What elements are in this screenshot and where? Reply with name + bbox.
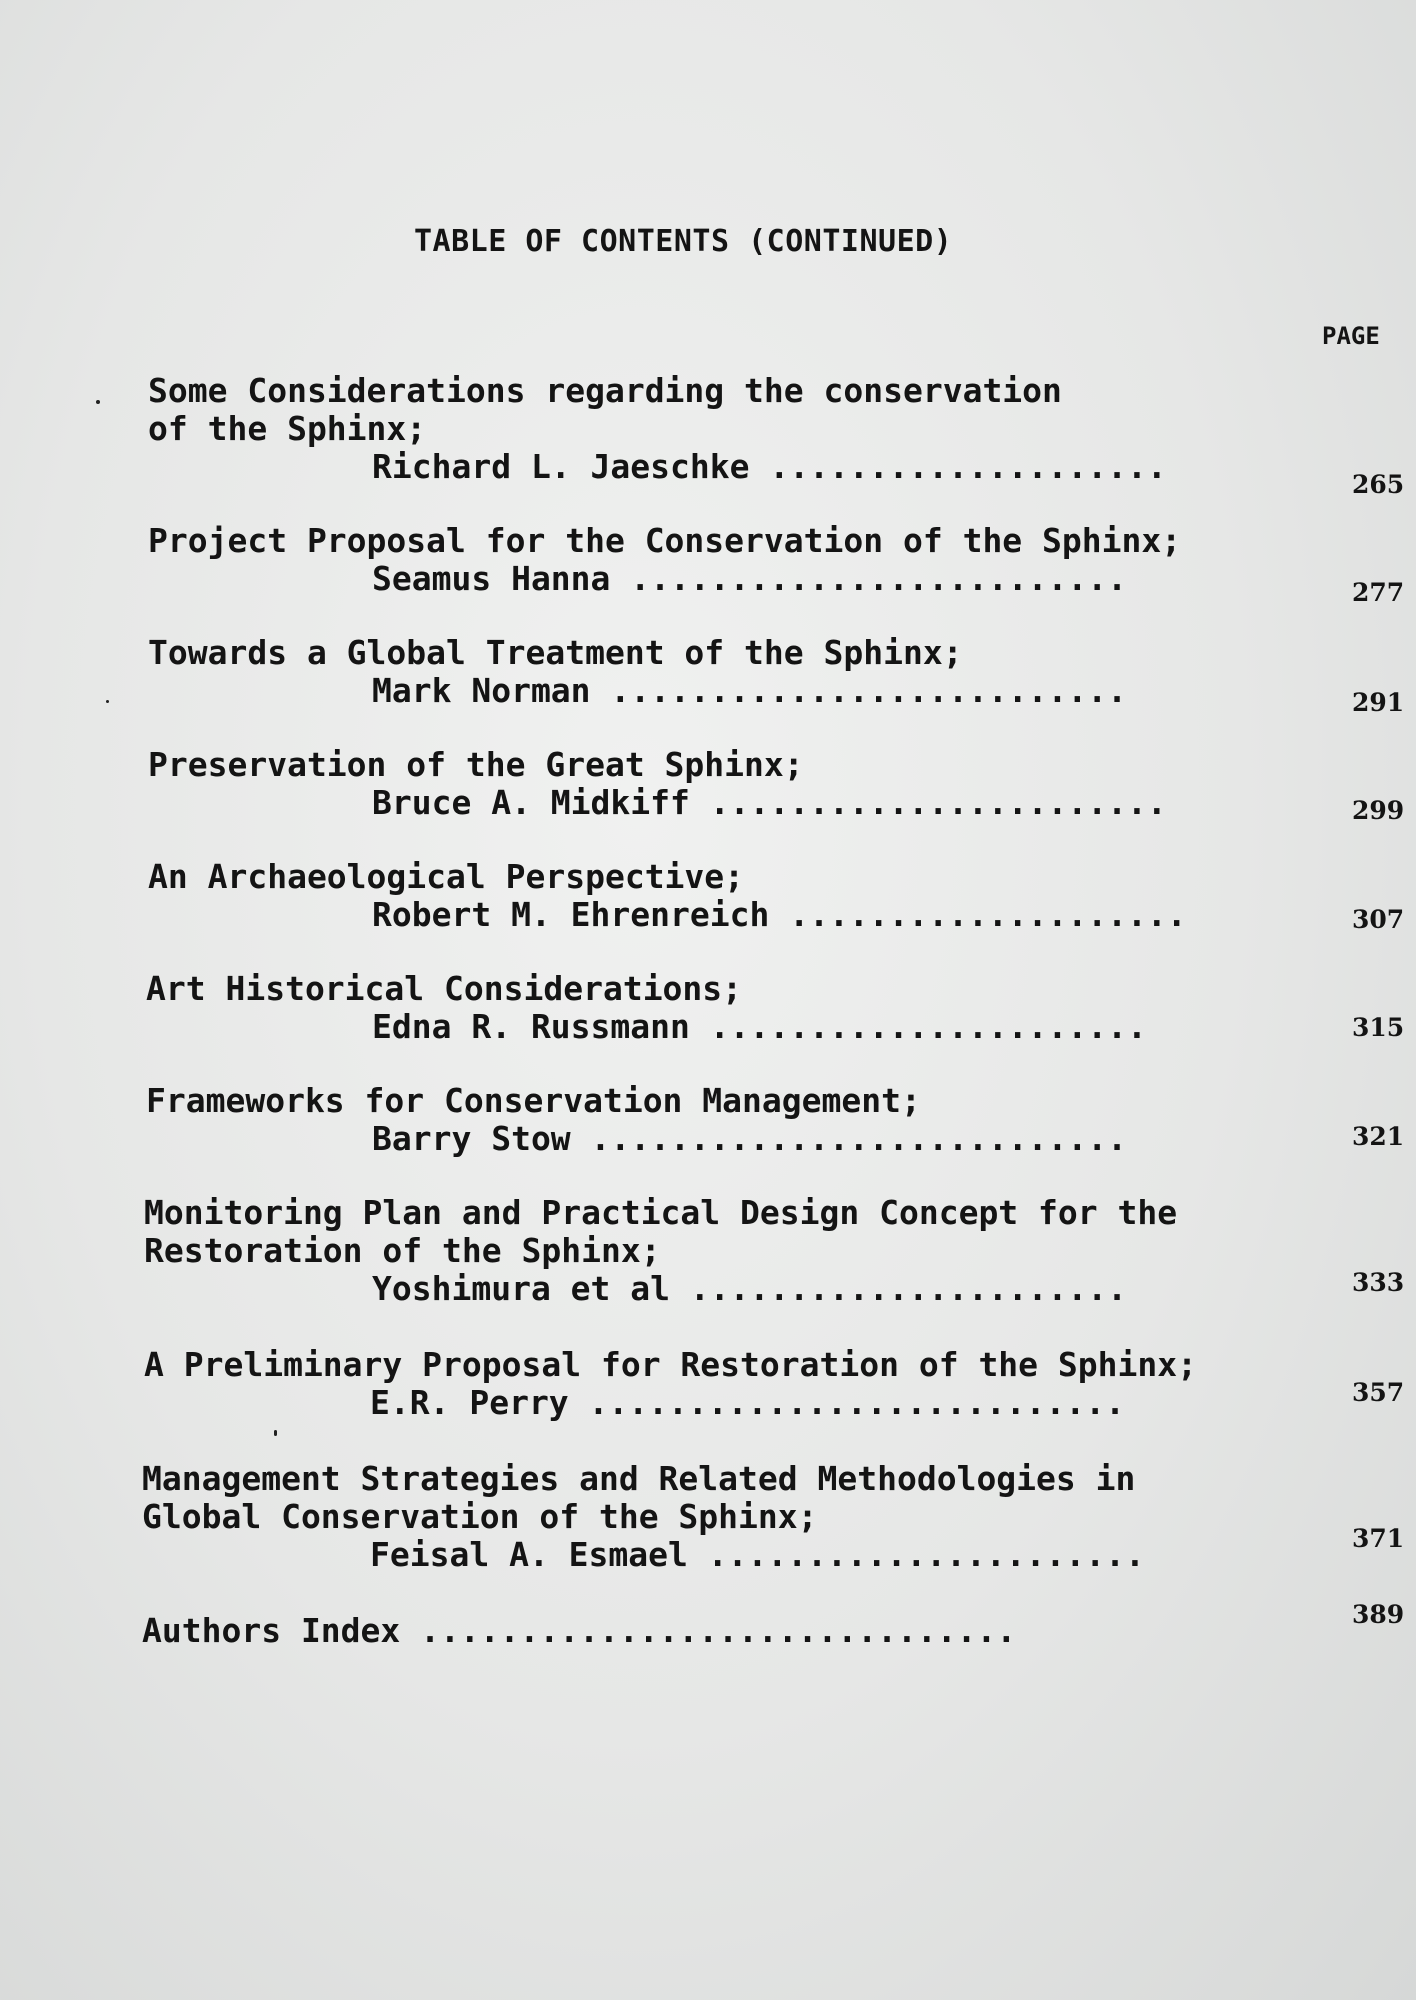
dot-leader: .............................. [420, 1611, 1017, 1650]
toc-entry-title-line: Global Conservation of the Sphinx; [142, 1497, 818, 1536]
dot-leader: .................... [749, 447, 1167, 486]
toc-entry-page-number: 321 [1352, 1122, 1405, 1151]
toc-entry-title-line: A Preliminary Proposal for Restoration of the Sphinx; [144, 1345, 1197, 1384]
toc-entry-author-line [372, 1120, 1127, 1158]
toc-entry-title-line: Restoration of the Sphinx; [144, 1231, 661, 1270]
toc-entry-author-line [372, 448, 1167, 486]
dot-leader: .......................... [590, 671, 1127, 710]
page-title: TABLE OF CONTENTS (CONTINUED) [414, 224, 953, 259]
toc-entry-page-number: 315 [1352, 1013, 1405, 1042]
dot-leader: ...................... [689, 1007, 1147, 1046]
toc-entry-author: E.R. Perry [370, 1383, 569, 1422]
toc-entry-page-number: 333 [1352, 1268, 1405, 1297]
dot-leader: ...................... [687, 1535, 1145, 1574]
toc-entry-page-number: 389 [1352, 1600, 1405, 1629]
page-column-header: PAGE [1322, 322, 1380, 350]
toc-entry-author-line [372, 560, 1127, 598]
toc-entry-author: Edna R. Russmann [372, 1007, 690, 1046]
toc-entry-title-line: Some Considerations regarding the conservation [148, 371, 1062, 410]
toc-entry-author-line [372, 1008, 1147, 1046]
toc-entry-author-line [372, 784, 1167, 822]
toc-entry-title-line: Art Historical Considerations; [146, 969, 743, 1008]
toc-entry-page-number: 371 [1352, 1524, 1405, 1553]
toc-entry-author: Mark Norman [372, 671, 591, 710]
toc-entry-title-line: Management Strategies and Related Methodologies in [142, 1459, 1136, 1498]
toc-entry-title-line: Authors Index .............................. [142, 1611, 1017, 1650]
toc-entry-title-line: An Archaeological Perspective; [148, 857, 745, 896]
toc-entry-author: Barry Stow [372, 1119, 571, 1158]
toc-entry-author: Richard L. Jaeschke [372, 447, 750, 486]
dot-leader: ........................... [568, 1383, 1125, 1422]
dot-leader: .................... [769, 895, 1187, 934]
toc-entry-page-number: 299 [1352, 796, 1405, 825]
toc-entry-author-line [372, 672, 1127, 710]
toc-entry-author-line [372, 896, 1187, 934]
paper-speck [96, 400, 100, 404]
toc-entry-page-number: 265 [1352, 470, 1405, 499]
toc-entry-page-number: 357 [1352, 1378, 1405, 1407]
toc-entry-title-line: Frameworks for Conservation Management; [146, 1081, 921, 1120]
paper-speck [274, 1430, 277, 1436]
toc-entry-author-line [370, 1384, 1125, 1422]
dot-leader: ....................... [689, 783, 1167, 822]
toc-entry-page-number: 291 [1352, 688, 1405, 717]
toc-entry-title-line: Monitoring Plan and Practical Design Concept for the [144, 1193, 1178, 1232]
toc-entry-title-line: Preservation of the Great Sphinx; [148, 745, 804, 784]
dot-leader: ...................... [670, 1269, 1127, 1308]
toc-entry-page-number: 307 [1352, 905, 1405, 934]
paper-speck [106, 700, 109, 703]
toc-entry-title-line: Project Proposal for the Conservation of the Sphinx; [148, 521, 1182, 560]
toc-entry-author: Robert M. Ehrenreich [372, 895, 770, 934]
toc-entry-author: Feisal A. Esmael [370, 1535, 688, 1574]
toc-entry-author: Bruce A. Midkiff [372, 783, 690, 822]
dot-leader: ......................... [610, 559, 1127, 598]
toc-entry-author-line [370, 1536, 1145, 1574]
toc-entry-author: Seamus Hanna [372, 559, 611, 598]
toc-entry-title-line: Towards a Global Treatment of the Sphinx; [148, 633, 963, 672]
toc-entry-author: Yoshimura et al [372, 1269, 671, 1308]
toc-entry-page-number: 277 [1352, 578, 1405, 607]
toc-entry-title-line: of the Sphinx; [148, 409, 427, 448]
toc-entry-author-line [372, 1270, 1127, 1308]
dot-leader: ........................... [570, 1119, 1127, 1158]
